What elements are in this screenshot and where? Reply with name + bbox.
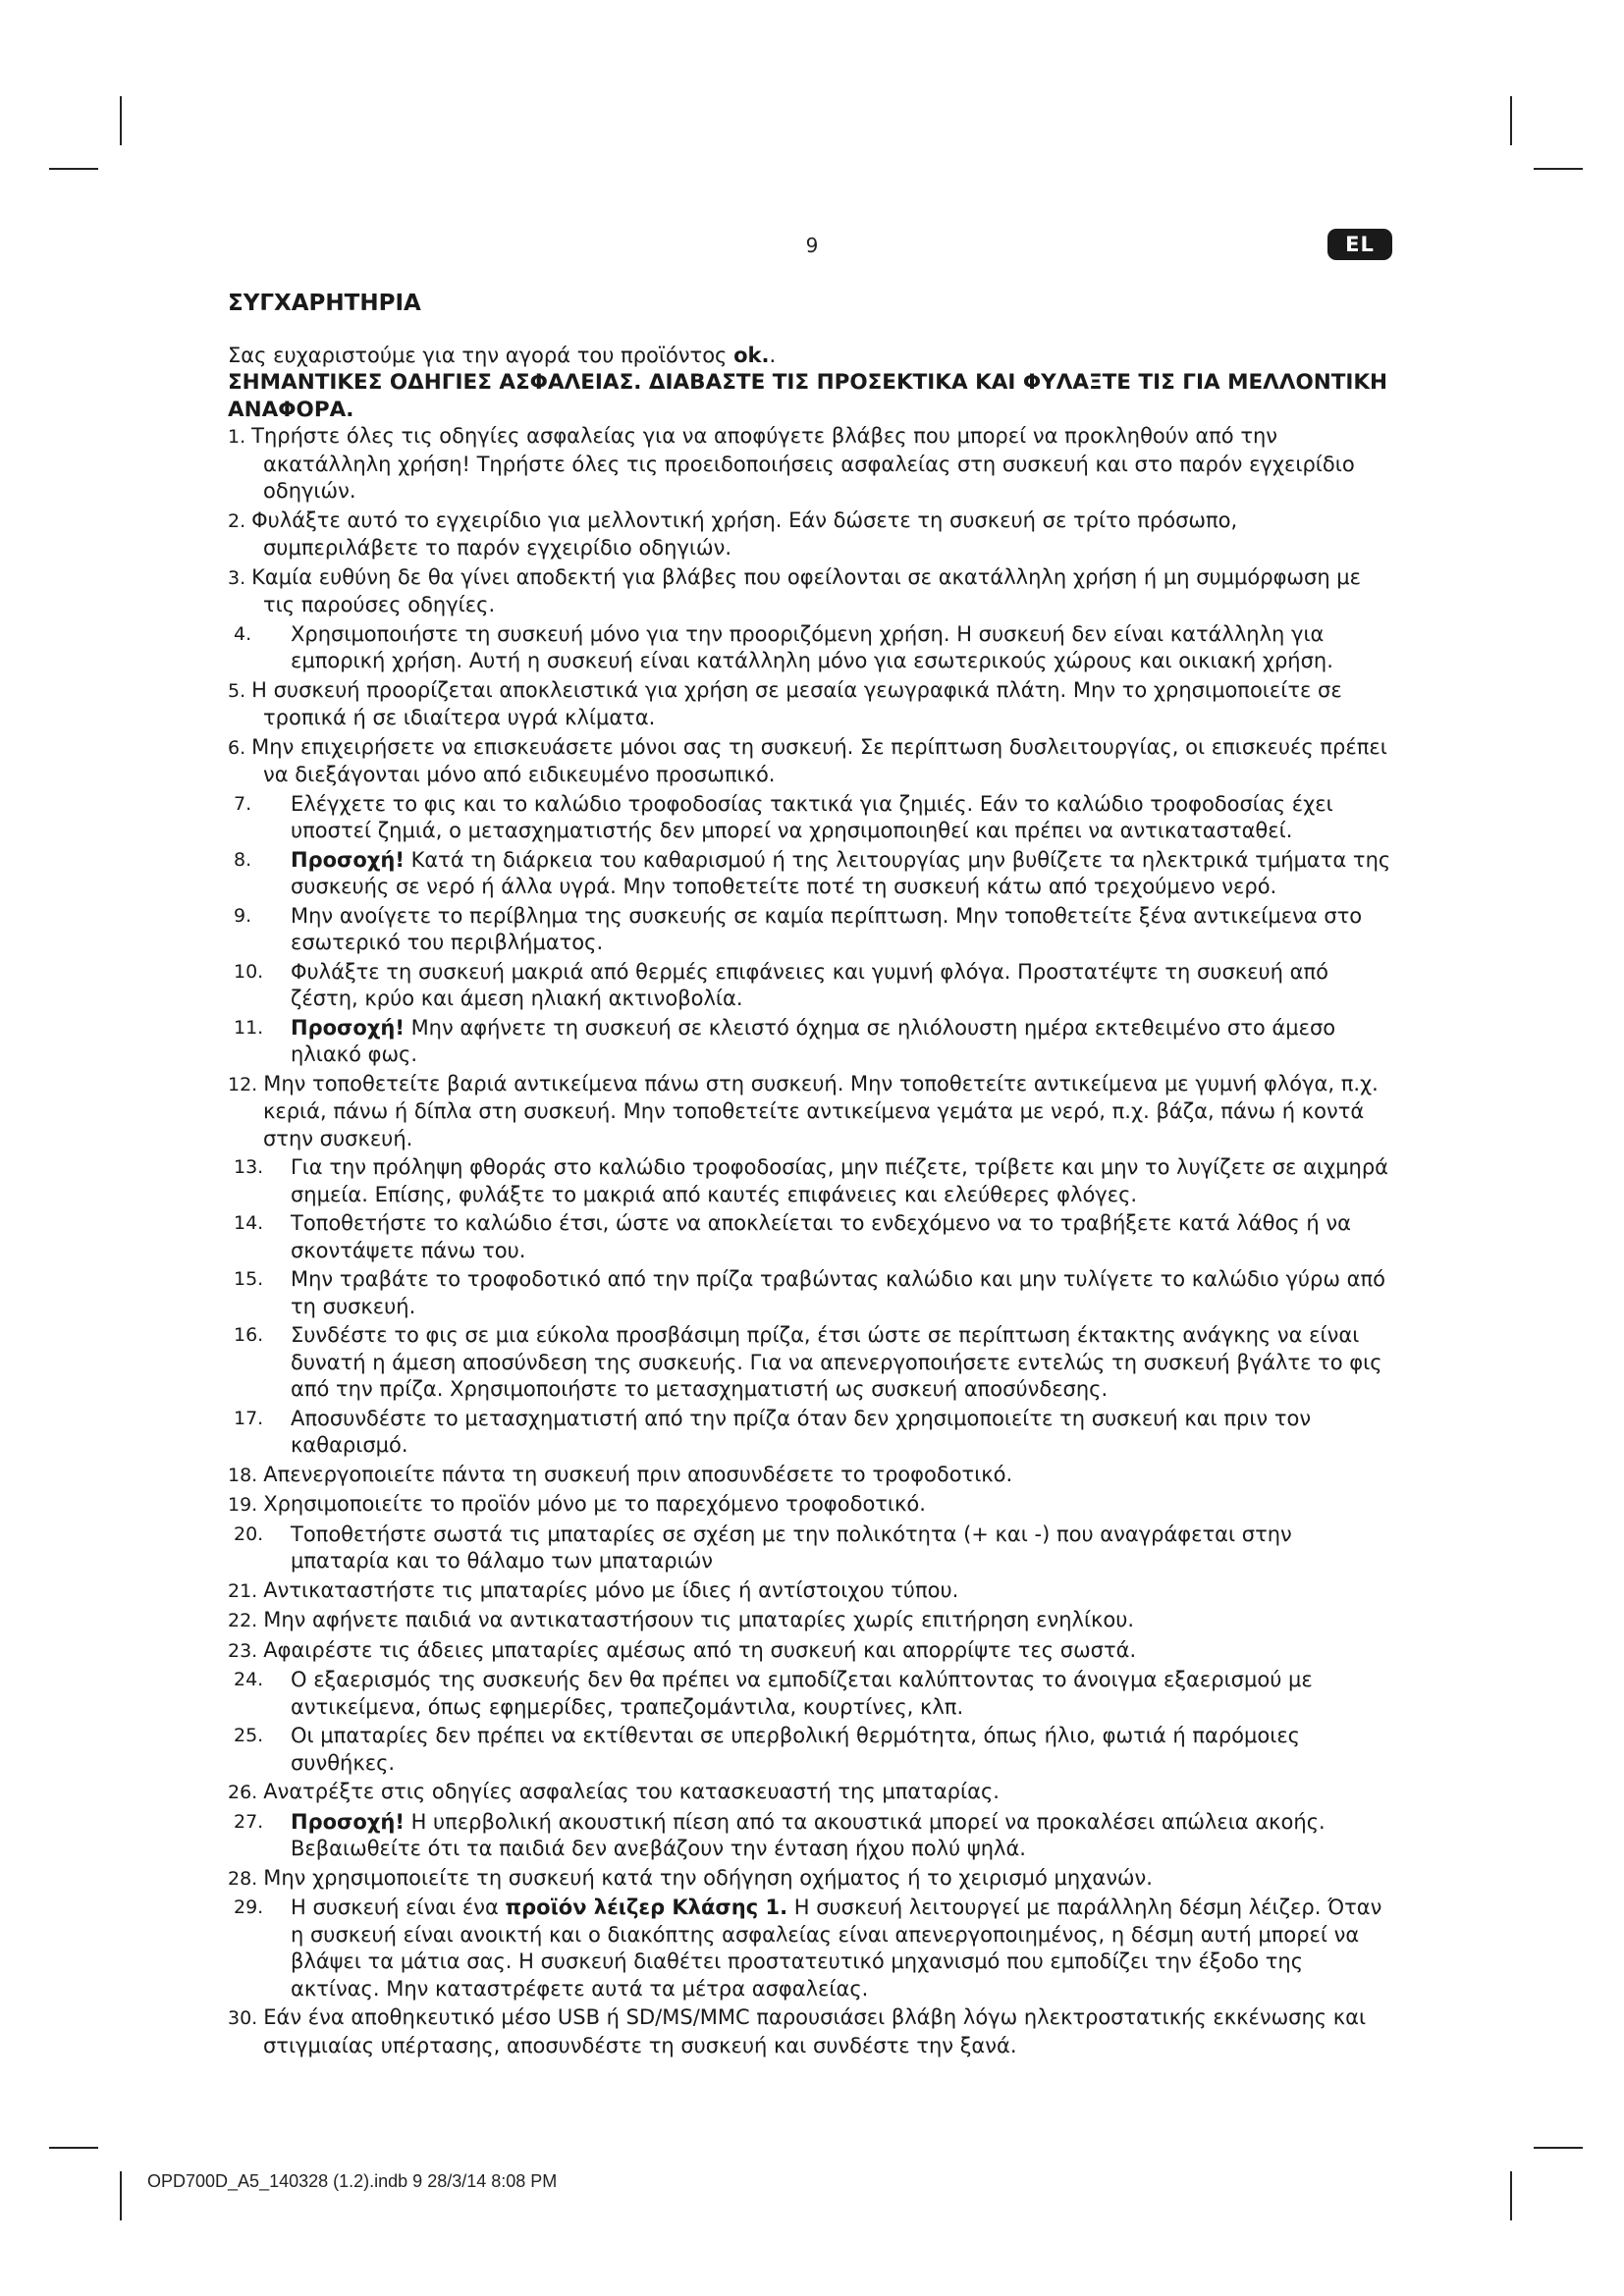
list-item-emphasis: Προσοχή! — [291, 847, 405, 872]
safety-warning-heading: ΣΗΜΑΝΤΙΚΕΣ ΟΔΗΓΙΕΣ ΑΣΦΑΛΕΙΑΣ. ΔΙΑΒΑΣΤΕ ΤΙΣ ΠΡΟΣΕΚΤΙΚΑ ΚΑΙ ΦΥΛΑΞΤΕ ΤΙΣ ΓΙΑ ΜΕΛΛΟΝΤΙΚΗ ΑΝΑΦΟΡΑ. — [228, 370, 1388, 422]
list-item-text: Η συσκευή λειτουργεί με παράλληλη δέσμη λέιζερ. Όταν η συσκευή είναι ανοικτή και ο διακόπτης ασφαλείας είναι απενεργοποιημένος, η δέσμη αυτή μπορεί να βλάψει τα μάτια σας. Η συσκευή διαθέτει προστατευτικό μηχανισμό που εμποδίζει την έξοδο της ακτίνας. Μην καταστρέφετε αυτά τα μέτρα ασφαλείας. — [291, 1896, 1382, 2001]
list-item-number: 25. — [234, 1725, 264, 1746]
list-item-text: Συνδέστε το φις σε μια εύκολα προσβάσιμη πρίζα, έτσι ώστε σε περίπτωση έκτακτης ανάγκης να είναι δυνατή η άμεση αποσύνδεση της συσκευής. Για να απενεργοποιήσετε εντελώς τη συσκευή βγάλτε το φις από την πρίζα. Χρησιμοποιήστε το μετασχηματιστή ως συσκευή αποσύνδεσης. — [291, 1323, 1382, 1401]
list-item-text: Η υπερβολική ακουστική πίεση από τα ακουστικά μπορεί να προκαλέσει απώλεια ακοής. Βεβαιωθείτε ότι τα παιδιά δεν ανεβάζουν την ένταση ήχου πολύ ψηλά. — [291, 1809, 1326, 1860]
list-item-number: 9. — [234, 904, 252, 927]
list-item — [228, 423, 1396, 506]
list-item-text: Μην τραβάτε το τροφοδοτικό από την πρίζα τραβώντας καλώδιο και μην τυλίγετε το καλώδιο γύρω από τη συσκευή. — [291, 1267, 1385, 1318]
list-item-text: Οι μπαταρίες δεν πρέπει να εκτίθενται σε υπερβολική θερμότητα, όπως ήλιο, φωτιά ή παρόμοιες συνθήκες. — [291, 1724, 1301, 1775]
list-item-text: Μην χρησιμοποιείτε τη συσκευή κατά την οδήγηση οχήματος ή το χειρισμό μηχανών. — [263, 1865, 1153, 1890]
list-item-emphasis: προϊόν λέιζερ Κλάσης 1. — [505, 1896, 788, 1919]
list-item-number: 2. — [228, 509, 246, 532]
list-item-number: 18. — [228, 1464, 258, 1486]
list-item-number: 22. — [228, 1610, 258, 1631]
list-item — [228, 1865, 1396, 1894]
list-item-number: 17. — [234, 1407, 264, 1429]
list-item — [228, 1491, 1396, 1520]
document-body — [228, 291, 1396, 2061]
list-item — [228, 1522, 1396, 1575]
list-item-number: 21. — [228, 1579, 258, 1602]
list-item — [228, 1667, 1396, 1721]
list-item-number: 13. — [234, 1156, 264, 1178]
intro-sentence: Σας ευχαριστούμε για την αγορά του προϊόντος — [228, 343, 734, 367]
list-item — [228, 677, 1396, 732]
crop-mark — [1534, 2147, 1583, 2149]
list-item-text: Ο εξαερισμός της συσκευής δεν θα πρέπει να εμποδίζεται καλύπτοντας το άνοιγμα εξαερισμού με αντικείμενα, όπως εφημερίδες, τραπεζομάντιλα, κουρτίνες, κλπ. — [291, 1668, 1313, 1719]
page-number: 9 — [805, 234, 819, 257]
list-item-text: Ανατρέξτε στις οδηγίες ασφαλείας του κατασκευαστή της μπαταρίας. — [263, 1780, 1000, 1803]
list-item-text: Για την πρόληψη φθοράς στο καλώδιο τροφοδοσίας, μην πιέζετε, τρίβετε και μην το λυγίζετε σε αιχμηρά σημεία. Επίσης, φυλάξτε το μακριά από καυτές επιφάνειες και ελεύθερες φλόγες. — [291, 1155, 1388, 1206]
list-item — [228, 1895, 1396, 2002]
crop-mark — [120, 2171, 122, 2220]
list-item-number: 26. — [228, 1782, 258, 1803]
list-item-number: 27. — [234, 1810, 264, 1833]
crop-mark — [49, 168, 98, 170]
list-item-number: 24. — [234, 1669, 264, 1690]
list-item-text: Τοποθετήστε σωστά τις μπαταρίες σε σχέση με την πολικότητα (+ και -) που αναγράφεται στην μπαταρία και το θάλαμο των μπαταριών — [291, 1522, 1292, 1573]
crop-mark — [120, 96, 122, 145]
intro-end: . — [769, 343, 777, 367]
list-item-text: Απενεργοποιείτε πάντα τη συσκευή πριν αποσυνδέσετε το τροφοδοτικό. — [263, 1462, 1013, 1486]
list-item — [228, 791, 1396, 845]
list-item-number: 14. — [234, 1212, 264, 1234]
list-item-text: Τηρήστε όλες τις οδηγίες ασφαλείας για να αποφύγετε βλάβες που μπορεί να προκληθούν από την ακατάλληλη χρήση! Τηρήστε όλες τις προειδοποιήσεις ασφαλείας στη συσκευή και στο παρόν εγχειρίδιο οδηγιών. — [251, 424, 1355, 503]
list-item — [228, 1015, 1396, 1069]
list-item-number: 29. — [234, 1896, 264, 1918]
list-item-number: 7. — [234, 792, 252, 815]
list-item-number: 4. — [234, 622, 252, 645]
list-item-number: 11. — [234, 1016, 264, 1039]
intro-text — [228, 343, 1396, 370]
list-item — [228, 2004, 1396, 2059]
list-item-text: Χρησιμοποιείτε το προϊόν μόνο με το παρεχόμενο τροφοδοτικό. — [263, 1492, 926, 1516]
list-item — [228, 959, 1396, 1013]
list-item — [228, 1322, 1396, 1404]
list-item-emphasis: Προσοχή! — [291, 1809, 405, 1834]
list-item-text: Μην αφήνετε παιδιά να αντικαταστήσουν τις μπαταρίες χωρίς επιτήρηση ενηλίκου. — [263, 1608, 1135, 1631]
list-item-text: Η συσκευή προορίζεται αποκλειστικά για χρήση σε μεσαία γεωγραφικά πλάτη. Μην το χρησιμοποιείτε σε τροπικά ή σε ιδιαίτερα υγρά κλίματα. — [251, 677, 1342, 729]
list-item-number: 1. — [228, 426, 246, 448]
brand-name: ok. — [733, 343, 770, 367]
list-item — [228, 564, 1396, 619]
list-item-text: Ελέγχετε το φις και το καλώδιο τροφοδοσίας τακτικά για ζημιές. Εάν το καλώδιο τροφοδοσίας έχει υποστεί ζημιά, ο μετασχηματιστής δεν μπορεί να χρησιμοποιηθεί και πρέπει να αντικατασταθεί. — [291, 791, 1333, 842]
list-item-text: Η συσκευή είναι ένα — [291, 1896, 506, 1919]
list-item — [228, 1406, 1396, 1460]
list-item-text: Αφαιρέστε τις άδειες μπαταρίες αμέσως από τη συσκευή και απορρίψτε τες σωστά. — [263, 1637, 1137, 1662]
list-item — [228, 1210, 1396, 1264]
list-item — [228, 1462, 1396, 1490]
language-badge: EL — [1327, 229, 1392, 260]
list-item — [228, 1577, 1396, 1606]
list-item-text: Καμία ευθύνη δε θα γίνει αποδεκτή για βλάβες που οφείλονται σε ακατάλληλη χρήση ή μη συμμόρφωση με τις παρούσες οδηγίες. — [251, 564, 1362, 616]
list-item — [228, 1607, 1396, 1635]
list-item-number: 15. — [234, 1268, 264, 1290]
list-item — [228, 1779, 1396, 1807]
list-item-text: Μην τοποθετείτε βαριά αντικείμενα πάνω στη συσκευή. Μην τοποθετείτε αντικείμενα με γυμνή φλόγα, π.χ. κεριά, πάνω ή δίπλα στη συσκευή. Μην τοποθετείτε αντικείμενα γεμάτα με νερό, π.χ. βάζα, πάνω ή κοντά στην συσκευή. — [263, 1071, 1379, 1150]
list-item-text: Αποσυνδέστε το μετασχηματιστή από την πρίζα όταν δεν χρησιμοποιείτε τη συσκευή και πριν τον καθαρισμό. — [291, 1406, 1312, 1457]
page-title: ΣΥΓΧΑΡΗΤΗΡΙΑ — [228, 291, 421, 316]
list-item-text: Αντικαταστήστε τις μπαταρίες μόνο με ίδιες ή αντίστοιχου τύπου. — [263, 1577, 959, 1602]
list-item — [228, 1071, 1396, 1153]
list-item — [228, 734, 1396, 789]
list-item-text: Κατά τη διάρκεια του καθαρισμού ή της λειτουργίας μην βυθίζετε τα ηλεκτρικά τμήματα της συσκευής σε νερό ή άλλα υγρά. Μην τοποθετείτε ποτέ τη συσκευή κάτω από τρεχούμενο νερό. — [291, 847, 1391, 898]
list-item — [228, 1809, 1396, 1863]
list-item-text: Χρησιμοποιήστε τη συσκευή μόνο για την προοριζόμενη χρήση. Η συσκευή δεν είναι κατάλληλη για εμπορική χρήση. Αυτή η συσκευή είναι κατάλληλη μόνο για εσωτερικούς χώρους και οικιακή χρήση. — [291, 621, 1333, 672]
crop-mark — [1534, 168, 1583, 170]
list-item-text: Εάν ένα αποθηκευτικό μέσο USB ή SD/MS/MMC παρουσιάσει βλάβη λόγω ηλεκτροστατικής εκκένωσης και στιγμιαίας υπέρτασης, αποσυνδέστε τη συσκευή και συνδέστε την ξανά. — [263, 2005, 1367, 2057]
list-item-number: 8. — [234, 848, 252, 871]
list-item — [228, 847, 1396, 901]
list-item-emphasis: Προσοχή! — [291, 1015, 405, 1040]
list-item-number: 20. — [234, 1522, 264, 1545]
list-item — [228, 1154, 1396, 1208]
crop-mark — [49, 2147, 98, 2149]
list-item — [228, 1723, 1396, 1777]
print-footer: OPD700D_A5_140328 (1.2).indb 9 28/3/14 8:08 PM — [147, 2171, 558, 2191]
list-item-text: Τοποθετήστε το καλώδιο έτσι, ώστε να αποκλείεται το ενδεχόμενο να το τραβήξετε κατά λάθος ή να σκοντάψετε πάνω του. — [291, 1211, 1351, 1262]
list-item — [228, 903, 1396, 957]
crop-mark — [1510, 96, 1512, 145]
list-item-number: 6. — [228, 736, 246, 759]
list-item-number: 23. — [228, 1639, 258, 1662]
list-item-number: 10. — [234, 960, 264, 983]
list-item — [228, 621, 1396, 675]
list-item — [228, 507, 1396, 562]
list-item-text: Μην επιχειρήσετε να επισκευάσετε μόνοι σας τη συσκευή. Σε περίπτωση δυσλειτουργίας, οι επισκευές πρέπει να διεξάγονται μόνο από ειδικευμένο προσωπικό. — [251, 734, 1387, 786]
list-item-text: Φυλάξτε αυτό το εγχειρίδιο για μελλοντική χρήση. Εάν δώσετε τη συσκευή σε τρίτο πρόσωπο, συμπεριλάβετε το παρόν εγχειρίδιο οδηγιών. — [251, 507, 1238, 560]
list-item-text: Μην αφήνετε τη συσκευή σε κλειστό όχημα σε ηλιόλουστη ημέρα εκτεθειμένο στο άμεσο ηλιακό φως. — [291, 1015, 1336, 1066]
list-item-text: Φυλάξτε τη συσκευή μακριά από θερμές επιφάνειες και γυμνή φλόγα. Προστατέψτε τη συσκευή από ζέστη, κρύο και άμεση ηλιακή ακτινοβολία. — [291, 959, 1328, 1010]
list-item — [228, 1266, 1396, 1320]
list-item-number: 16. — [234, 1324, 264, 1346]
safety-instructions-list — [228, 423, 1396, 2059]
list-item — [228, 1637, 1396, 1666]
list-item-number: 19. — [228, 1494, 258, 1516]
list-item-number: 3. — [228, 566, 246, 589]
list-item-number: 5. — [228, 679, 246, 702]
crop-mark — [1510, 2171, 1512, 2220]
list-item-text: Μην ανοίγετε το περίβλημα της συσκευής σε καμία περίπτωση. Μην τοποθετείτε ξένα αντικείμενα στο εσωτερικό του περιβλήματος. — [291, 903, 1363, 954]
list-item-number: 12. — [228, 1073, 258, 1095]
list-item-number: 30. — [228, 2007, 258, 2029]
list-item-number: 28. — [228, 1867, 258, 1890]
